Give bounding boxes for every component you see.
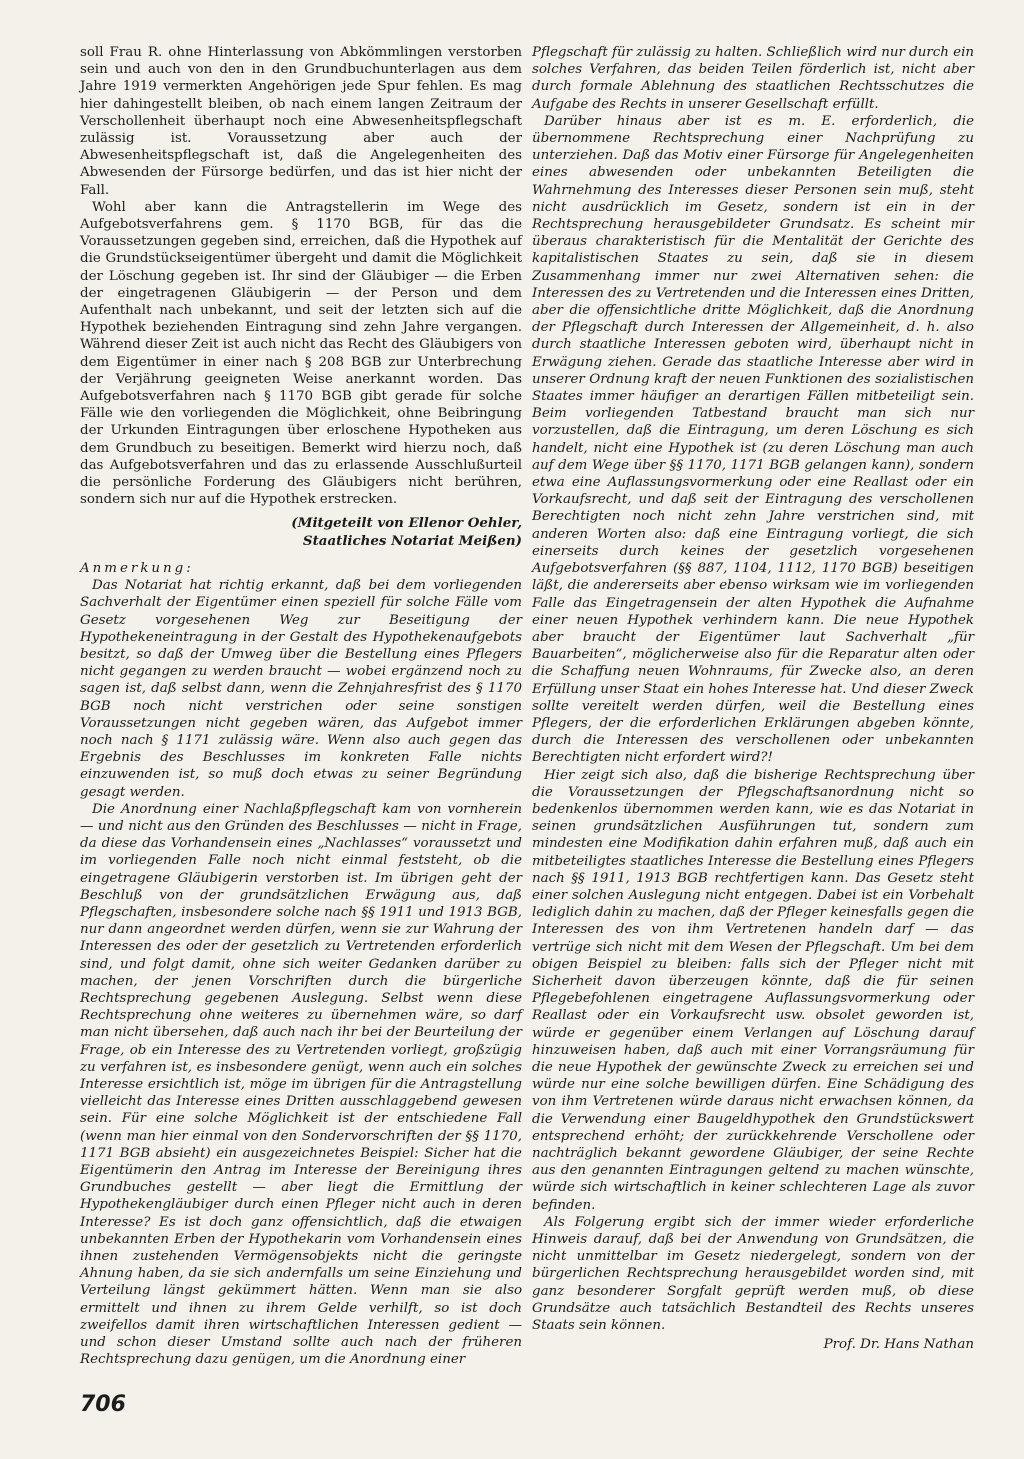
page-number: 706 bbox=[80, 1392, 126, 1417]
annotation-paragraph: Darüber hinaus aber ist es m. E. erforderlich, die übernommene Rechtsprechung einer Nachprüfung zu unterziehen. Daß das Motiv einer Fürsorge für Angelegenheiten eines abwesenden oder unbekannten Beteiligten die Wahrnehmung des Interesses dieser Personen sein muß, steht nicht ausdrücklich im Gesetz, sondern ist ein in der Rechtsprechung herausgebildeter Grundsatz. Es scheint mir überaus charakteristisch für die Mentalität der Gerichte des kapitalistischen Staates zu sein, daß sie in diesem Zusammenhang immer nur zwei Alternativen sehen: die Interessen des zu Vertretenden und die Interessen eines Dritten, aber die offensichtliche dritte Möglichkeit, daß die Anordnung der Pflegschaft durch Interessen der Allgemeinheit, d. h. also durch staatliche Interessen geboten wird, überhaupt nicht in Erwägung ziehen. Gerade das staatliche Interesse aber wird in unserer Ordnung kraft der neuen Funktionen des sozialistischen Staates immer häufiger an derartigen Fällen mitbeteiligt sein. Beim vorliegenden Tatbestand braucht man sich nur vorzustellen, daß die Eintragung, um deren Löschung es sich handelt, nicht eine Hypothek ist (zu deren Löschung man auch auf dem Wege über §§ 1170, 1171 BGB gelangen kann), sondern etwa eine Auflassungsvormerkung oder eine Reallast oder ein Vorkaufsrecht, und daß seit der Eintragung des verschollenen Berechtigten noch nicht zehn Jahre verstrichen sind, mit anderen Worten also: daß eine Eintragung vorliegt, die sich einerseits durch keines der gesetzlich vorgesehenen Aufgebotsverfahren (§§ 887, 1104, 1112, 1170 BGB) beseitigen läßt, die andererseits aber ebenso wirksam wie im vorliegenden Falle das Eingetragensein der alten Hypothek die Aufnahme einer neuen Hypothek verhindern kann. Die neue Hypothek aber braucht der Eigentümer laut Sachverhalt „für Bauarbeiten“, möglicherweise also für die Reparatur alten oder die Schaffung neuen Wohnraums, für Zwecke also, an deren Erfüllung unser Staat ein hohes Interesse hat. Und dieser Zweck sollte vereitelt werden dürfen, weil die Bestellung eines Pflegers, der die erforderlichen Erklärungen abgeben könnte, durch die Interessen des verschollenen oder unbekannten Berechtigten nicht erfordert wird?! bbox=[532, 113, 974, 766]
paragraph: soll Frau R. ohne Hinterlassung von Abkömmlingen verstorben sein und auch von den in den Grundbuchunterlagen aus dem Jahre 1919 vermerkten Angehörigen jede Spur fehlen. Es mag hier dahingestellt bleiben, ob nach einem langen Zeitraum der Verschollenheit überhaupt noch eine Abwesenheitspflegschaft zulässig ist. Voraussetzung aber auch der Abwesenheitspflegschaft ist, daß die Angelegenheiten des Abwesenden der Fürsorge bedürfen, und das ist hier nicht der Fall. bbox=[80, 45, 522, 198]
attribution bbox=[80, 515, 522, 549]
paragraph: Wohl aber kann die Antragstellerin im Wege des Aufgebotsverfahrens gem. § 1170 BGB, für das die Voraussetzungen gegeben sind, erreichen, daß die Hypothek auf die Grundstückseigentümer übergeht und damit die Möglichkeit der Löschung gegeben ist. Ihr sind der Gläubiger — die Erben der eingetragenen Gläubigerin — der Person und dem Aufenthalt nach unbekannt, und seit der letzten sich auf die Hypothek beziehenden Eintragung sind zehn Jahre vergangen. Während dieser Zeit ist auch nicht das Recht des Gläubigers von dem Eigentümer in einer nach § 208 BGB zur Unterbrechung der Verjährung geeigneten Weise anerkannt worden. Das Aufgebotsverfahren nach § 1170 BGB gibt gerade für solche Fälle wie den vorliegenden die Möglichkeit, ohne Beibringung der Urkunden Eintragungen über erloschene Hypotheken aus dem Grundbuch zu beseitigen. Bemerkt wird hierzu noch, daß das Aufgebotsverfahren und das zu erlassende Ausschlußurteil die persönliche Forderung des Gläubigers nicht berühren, sondern sich nur auf die Hypothek erstrecken. bbox=[80, 199, 522, 508]
attribution-line: (Mitgeteilt von Ellenor Oehler, bbox=[291, 515, 522, 532]
right-column bbox=[532, 44, 974, 1353]
attribution-line: Staatliches Notariat Meißen) bbox=[302, 532, 522, 549]
annotation-paragraph: Die Anordnung einer Nachlaßpflegschaft kam von vornherein — und nicht aus den Gründen des Beschlusses — nicht in Frage, da diese das Vorhandensein eines „Nachlasses“ voraussetzt und im vorliegenden Falle noch nicht einmal feststeht, ob die eingetragene Gläubigerin verstorben ist. Im übrigen geht der Beschluß von der grundsätzlichen Erwägung aus, daß Pflegschaften, insbesondere solche nach §§ 1911 und 1913 BGB, nur dann angeordnet werden dürfen, wenn sie zur Wahrung der Interessen des oder der gesetzlich zu Vertretenden erforderlich sind, und folgt damit, ohne sich weiter Gedanken darüber zu machen, der jenen Vorschriften durch die bürgerliche Rechtsprechung gegebenen Auslegung. Selbst wenn diese Rechtsprechung ohne weiteres zu übernehmen wäre, so darf man nicht übersehen, daß auch nach ihr bei der Beurteilung der Frage, ob ein Interesse des zu Vertretenden vorliegt, großzügig zu verfahren ist, es insbesondere genügt, wenn auch ein solches Interesse ersichtlich ist, möge im übrigen für die Antragstellung vielleicht das Interesse eines Dritten ausschlaggebend gewesen sein. Für eine solche Möglichkeit ist der entschiedene Fall (wenn man hier einmal von den Sondervorschriften der §§ 1170, 1171 BGB absieht) ein ausgezeichnetes Beispiel: Sicher hat die Eigentümerin den Antrag im Interesse der Bereinigung ihres Grundbuches gestellt — aber liegt die Ermittlung der Hypothekengläubiger durch einen Pfleger nicht auch in deren Interesse? Es ist doch ganz offensichtlich, daß die etwaigen unbekannten Erben der Hypothekarin vom Vorhandensein eines ihnen zustehenden Vermögensobjekts nicht die geringste Ahnung haben, da sie sich andernfalls um seine Einziehung und Verteilung längst gekümmert hätten. Wenn man sie also ermittelt und ihnen zu ihrem Gelde verhilft, so ist doch zweifellos damit ihren wirtschaftlichen Interessen gedient — und schon dieser Umstand sollte auch nach der früheren Rechtsprechung dazu genügen, um die Anordnung einer bbox=[80, 801, 522, 1368]
annotation-paragraph: Hier zeigt sich also, daß die bisherige Rechtsprechung über die Voraussetzungen der Pflegschaftsanordnung nicht so bedenkenlos übernommen werden kann, wie es das Notariat in seinen grundsätzlichen Ausführungen tut, sondern zum mindesten eine Modifikation dahin erfahren muß, daß auch ein mitbeteiligtes staatliches Interesse die Bestellung eines Pflegers nach §§ 1911, 1913 BGB rechtfertigen kann. Das Gesetz steht einer solchen Auslegung nicht entgegen. Dabei ist ein Vorbehalt lediglich dahin zu machen, daß der Pfleger keinesfalls gegen die Interessen des von ihm Vertretenen handeln darf — das vertrüge sich nicht mit dem Wesen der Pflegschaft. Um bei dem obigen Beispiel zu bleiben: falls sich der Pfleger nicht mit Sicherheit davon überzeugen könnte, daß die für seinen Pflegebefohlenen eingetragene Auflassungsvormerkung oder Reallast oder ein Vorkaufsrecht usw. obsolet geworden ist, würde er gegenüber einem Verlangen auf Löschung darauf hinzuweisen haben, daß auch mit einer Vorrangsräumung für die neue Hypothek der gewünschte Zweck zu erreichen sei und würde nur eine solche bewilligen dürfen. Eine Schädigung des von ihm Vertretenen würde daraus nicht erwachsen können, da die Verwendung einer Baugeldhypothek den Grundstückswert entsprechend erhöht; der zurückkehrende Verschollene oder nachträglich bekannt gewordene Gläubiger, der seine Rechte aus den genannten Eintragungen geltend zu machen wünschte, würde sich wirtschaftlich in keiner schlechteren Lage als zuvor befinden. bbox=[532, 767, 974, 1213]
left-column bbox=[80, 44, 522, 1368]
annotation-paragraph: Als Folgerung ergibt sich der immer wieder erforderliche Hinweis darauf, daß bei der Anwendung von Grundsätzen, die nicht unmittelbar im Gesetz niedergelegt, sondern von der bürgerlichen Rechtsprechung herausgebildet worden sind, mit ganz besonderer Sorgfalt geprüft werden muß, ob diese Grundsätze auch tatsächlich Bestandteil des Rechts unseres Staats sein können. bbox=[532, 1214, 974, 1334]
annotation-heading: Anmerkung: bbox=[80, 560, 194, 576]
annotation-paragraph: Pflegschaft für zulässig zu halten. Schließlich wird nur durch ein solches Verfahren, das beiden Teilen förderlich ist, nicht aber durch formale Ablehnung des staatlichen Rechtsschutzes die Aufgabe des Rechts in unserer Gesellschaft erfüllt. bbox=[532, 45, 974, 112]
author-signature: Prof. Dr. Hans Nathan bbox=[823, 1337, 974, 1353]
annotation-paragraph: Das Notariat hat richtig erkannt, daß bei dem vorliegenden Sachverhalt der Eigentümer einen speziell für solche Fälle vom Gesetz vorgesehenen Weg zur Beseitigung der Hypothekeneintragung in der Gestalt des Hypothekenaufgebots besitzt, so daß der Umweg über die Bestellung eines Pflegers nicht gegangen zu werden braucht — wobei ergänzend noch zu sagen ist, daß selbst dann, wenn die Zehnjahresfrist des § 1170 BGB noch nicht verstrichen oder seine sonstigen Voraussetzungen nicht gegeben wären, das Aufgebot immer noch nach § 1171 zulässig wäre. Wenn also auch gegen das Ergebnis des Beschlusses im konkreten Falle nichts einzuwenden ist, so muß doch etwas zu seiner Begründung gesagt werden. bbox=[80, 578, 522, 800]
